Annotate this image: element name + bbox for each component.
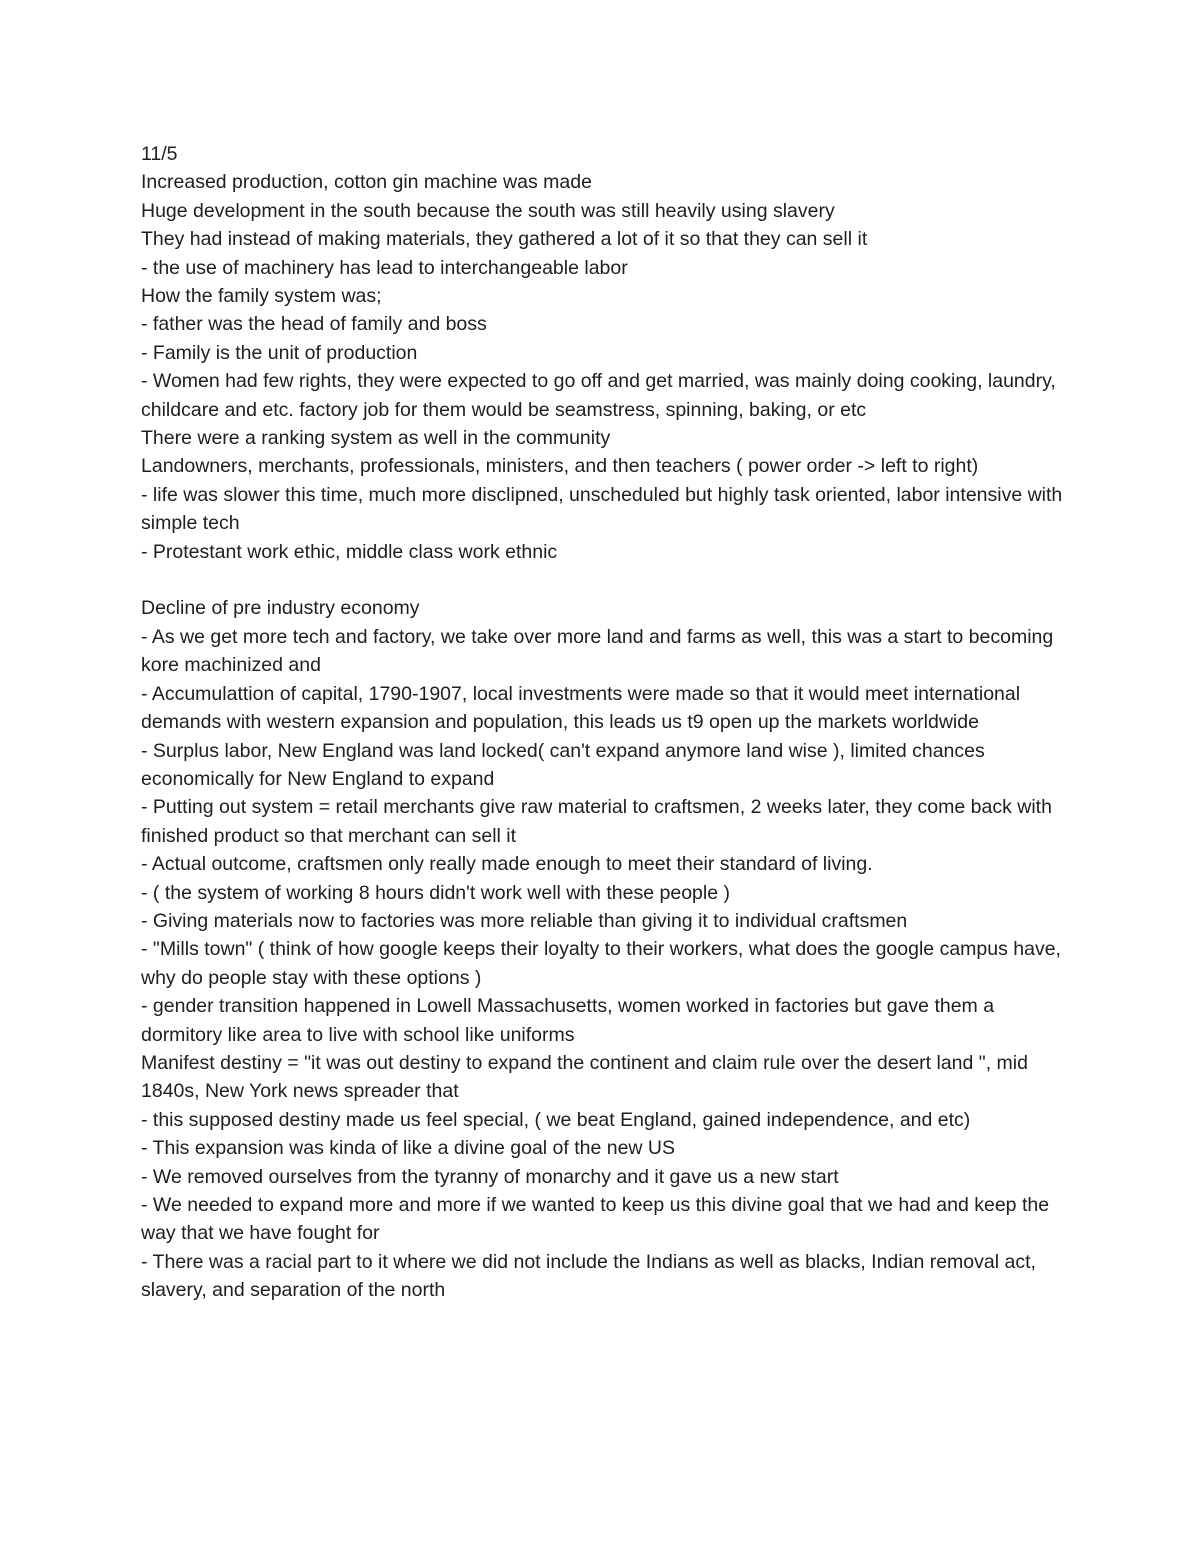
bullet-line: - We removed ourselves from the tyranny of monarchy and it gave us a new start bbox=[141, 1165, 839, 1188]
bullet-line: - Giving materials now to factories was more reliable than giving it to individual craftsmen bbox=[141, 909, 908, 932]
document-page bbox=[141, 140, 1071, 1305]
blank-line bbox=[141, 566, 1071, 594]
note-line: Increased production, cotton gin machine was made bbox=[141, 171, 592, 194]
section-heading: Decline of pre industry economy bbox=[141, 597, 420, 620]
note-line: There were a ranking system as well in the community bbox=[141, 427, 611, 450]
bullet-line: - As we get more tech and factory, we take over more land and farms as well, this was a start to becoming kore machinized and bbox=[141, 625, 1054, 677]
bullet-line: - gender transition happened in Lowell Massachusetts, women worked in factories but gave them a dormitory like area to live with school like uniforms bbox=[141, 995, 995, 1046]
bullet-line: - ( the system of working 8 hours didn't work well with these people ) bbox=[141, 881, 730, 904]
bullet-line: - Putting out system = retail merchants give raw material to craftsmen, 2 weeks later, they come back with finished product so that merchant can sell it bbox=[141, 796, 1052, 847]
bullet-line: - Surplus labor, New England was land locked( can't expand anymore land wise ), limited chances economically for New England to expand bbox=[141, 739, 985, 790]
bullet-line: - Women had few rights, they were expected to go off and get married, was mainly doing cooking, laundry, childcare and etc. factory job for them would be seamstress, spinning, baking, or etc bbox=[141, 370, 1056, 421]
bullet-line: - father was the head of family and boss bbox=[141, 313, 487, 336]
note-line: Huge development in the south because the south was still heavily using slavery bbox=[141, 199, 835, 222]
note-line: Manifest destiny = "it was out destiny to expand the continent and claim rule over the desert land ", mid 1840s, New York news spreader that bbox=[141, 1051, 1028, 1103]
bullet-line: - Protestant work ethic, middle class work ethnic bbox=[141, 540, 558, 563]
bullet-line: - This expansion was kinda of like a divine goal of the new US bbox=[141, 1137, 676, 1160]
bullet-line: - We needed to expand more and more if we wanted to keep us this divine goal that we had and keep the way that we have fought for bbox=[141, 1194, 1050, 1245]
note-line: They had instead of making materials, they gathered a lot of it so that they can sell it bbox=[141, 228, 868, 251]
date-heading: 11/5 bbox=[141, 143, 178, 165]
bullet-line: - Accumulattion of capital, 1790-1907, local investments were made so that it would meet international demands with western expansion and population, this leads us t9 open up the markets worldwide bbox=[141, 682, 1021, 734]
bullet-line: - "Mills town" ( think of how google keeps their loyalty to their workers, what does the google campus have, why do people stay with these options ) bbox=[141, 938, 1061, 989]
bullet-line: - Family is the unit of production bbox=[141, 341, 418, 364]
note-line: Landowners, merchants, professionals, ministers, and then teachers ( power order -> left to right) bbox=[141, 455, 979, 478]
bullet-line: - There was a racial part to it where we did not include the Indians as well as blacks, Indian removal act, slavery, and separation of the north bbox=[141, 1250, 1036, 1302]
note-line: How the family system was; bbox=[141, 285, 382, 308]
bullet-line: - Actual outcome, craftsmen only really made enough to meet their standard of living. bbox=[141, 853, 873, 876]
bullet-line: - the use of machinery has lead to interchangeable labor bbox=[141, 256, 628, 279]
bullet-line: - life was slower this time, much more disclipned, unscheduled but highly task oriented, labor intensive with simple tech bbox=[141, 483, 1063, 535]
bullet-line: - this supposed destiny made us feel special, ( we beat England, gained independence, and etc) bbox=[141, 1108, 971, 1131]
